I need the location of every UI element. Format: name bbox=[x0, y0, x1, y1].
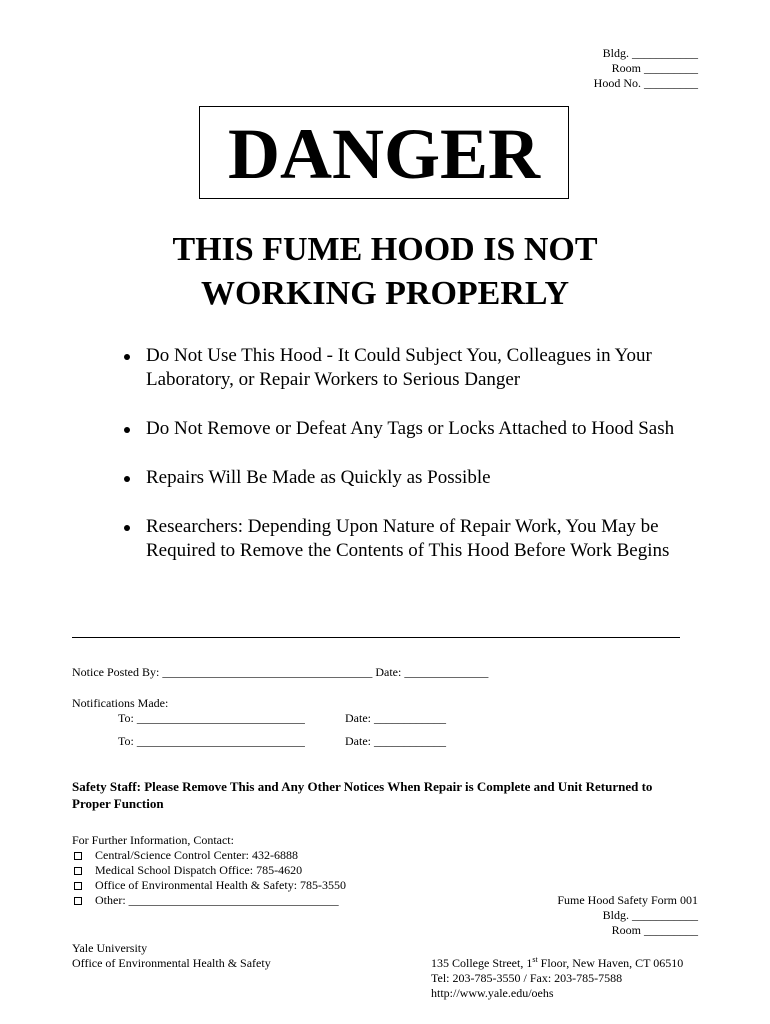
phone-fax: Tel: 203-785-3550 / Fax: 203-785-7588 bbox=[431, 971, 623, 985]
safety-staff-note: Safety Staff: Please Remove This and Any Other Notices When Repair is Complete and Unit Returned to Proper Function bbox=[72, 779, 653, 811]
address-part: 135 College Street, 1 bbox=[431, 956, 533, 970]
bullet-icon bbox=[124, 427, 130, 433]
form-room-field[interactable]: Room _________ bbox=[611, 923, 698, 937]
address bbox=[431, 956, 683, 971]
form-label bbox=[557, 893, 698, 938]
notify-to-field-2[interactable]: To: ____________________________ bbox=[118, 734, 305, 748]
list-item bbox=[120, 515, 710, 563]
contact-list bbox=[72, 848, 346, 908]
headline bbox=[0, 228, 770, 316]
contact-item-text: Medical School Dispatch Office: 785-4620 bbox=[95, 863, 303, 877]
list-item bbox=[120, 417, 710, 441]
form-bldg-field[interactable]: Bldg. ___________ bbox=[602, 908, 698, 922]
bullet-icon bbox=[124, 476, 130, 482]
notice-posted-by-field[interactable]: Notice Posted By: ___________________________________ Date: ______________ bbox=[72, 665, 489, 679]
footer-organization bbox=[72, 941, 271, 971]
contact-section bbox=[72, 833, 346, 908]
headline-line-1: THIS FUME HOOD IS NOT bbox=[172, 231, 598, 268]
footer-contact bbox=[431, 956, 683, 1001]
danger-banner bbox=[199, 106, 569, 199]
list-item bbox=[72, 863, 346, 878]
list-item-text: Do Not Remove or Defeat Any Tags or Locks Attached to Hood Sash bbox=[146, 418, 675, 439]
contact-item-text: Other: ___________________________________ bbox=[95, 893, 339, 907]
department-name: Office of Environmental Health & Safety bbox=[72, 956, 271, 970]
list-item bbox=[72, 878, 346, 893]
divider bbox=[72, 637, 680, 638]
bullet-icon bbox=[124, 525, 130, 531]
website-link[interactable]: http://www.yale.edu/oehs bbox=[431, 986, 554, 1000]
address-superscript: st bbox=[532, 955, 538, 964]
list-item-text: Researchers: Depending Upon Nature of Repair Work, You May be Required to Remove the Contents of This Hood Before Work Begins bbox=[146, 516, 670, 561]
organization-name: Yale University bbox=[72, 941, 148, 955]
hood-number-field[interactable]: Hood No. _________ bbox=[593, 76, 698, 90]
checkbox-icon[interactable] bbox=[74, 867, 82, 875]
location-fields bbox=[594, 46, 698, 91]
bullet-icon bbox=[124, 354, 130, 360]
checkbox-icon[interactable] bbox=[74, 852, 82, 860]
checkbox-icon[interactable] bbox=[74, 897, 82, 905]
notifications-label: Notifications Made: bbox=[72, 696, 169, 710]
notify-date-field-1[interactable]: Date: ____________ bbox=[345, 711, 446, 725]
contact-title: For Further Information, Contact: bbox=[72, 833, 234, 847]
notify-date-field-2[interactable]: Date: ____________ bbox=[345, 734, 446, 748]
contact-item-text: Office of Environmental Health & Safety: 785-3550 bbox=[95, 878, 347, 892]
address-part: Floor, New Haven, CT 06510 bbox=[537, 956, 684, 970]
list-item bbox=[72, 893, 346, 908]
list-item bbox=[120, 466, 710, 490]
checkbox-icon[interactable] bbox=[74, 882, 82, 890]
danger-title: DANGER bbox=[227, 113, 540, 194]
list-item-text: Repairs Will Be Made as Quickly as Possible bbox=[146, 467, 491, 488]
list-item-text: Do Not Use This Hood - It Could Subject You, Colleagues in Your Laboratory, or Repair Workers to Serious Danger bbox=[146, 345, 652, 390]
notify-to-field-1[interactable]: To: ____________________________ bbox=[118, 711, 305, 725]
headline-line-2: WORKING PROPERLY bbox=[200, 275, 570, 312]
instruction-list bbox=[120, 344, 710, 588]
room-field[interactable]: Room _________ bbox=[611, 61, 698, 75]
list-item bbox=[120, 344, 710, 392]
form-name: Fume Hood Safety Form 001 bbox=[557, 893, 698, 907]
bldg-field[interactable]: Bldg. ___________ bbox=[602, 46, 698, 60]
contact-item-text: Central/Science Control Center: 432-6888 bbox=[95, 848, 298, 862]
list-item bbox=[72, 848, 346, 863]
